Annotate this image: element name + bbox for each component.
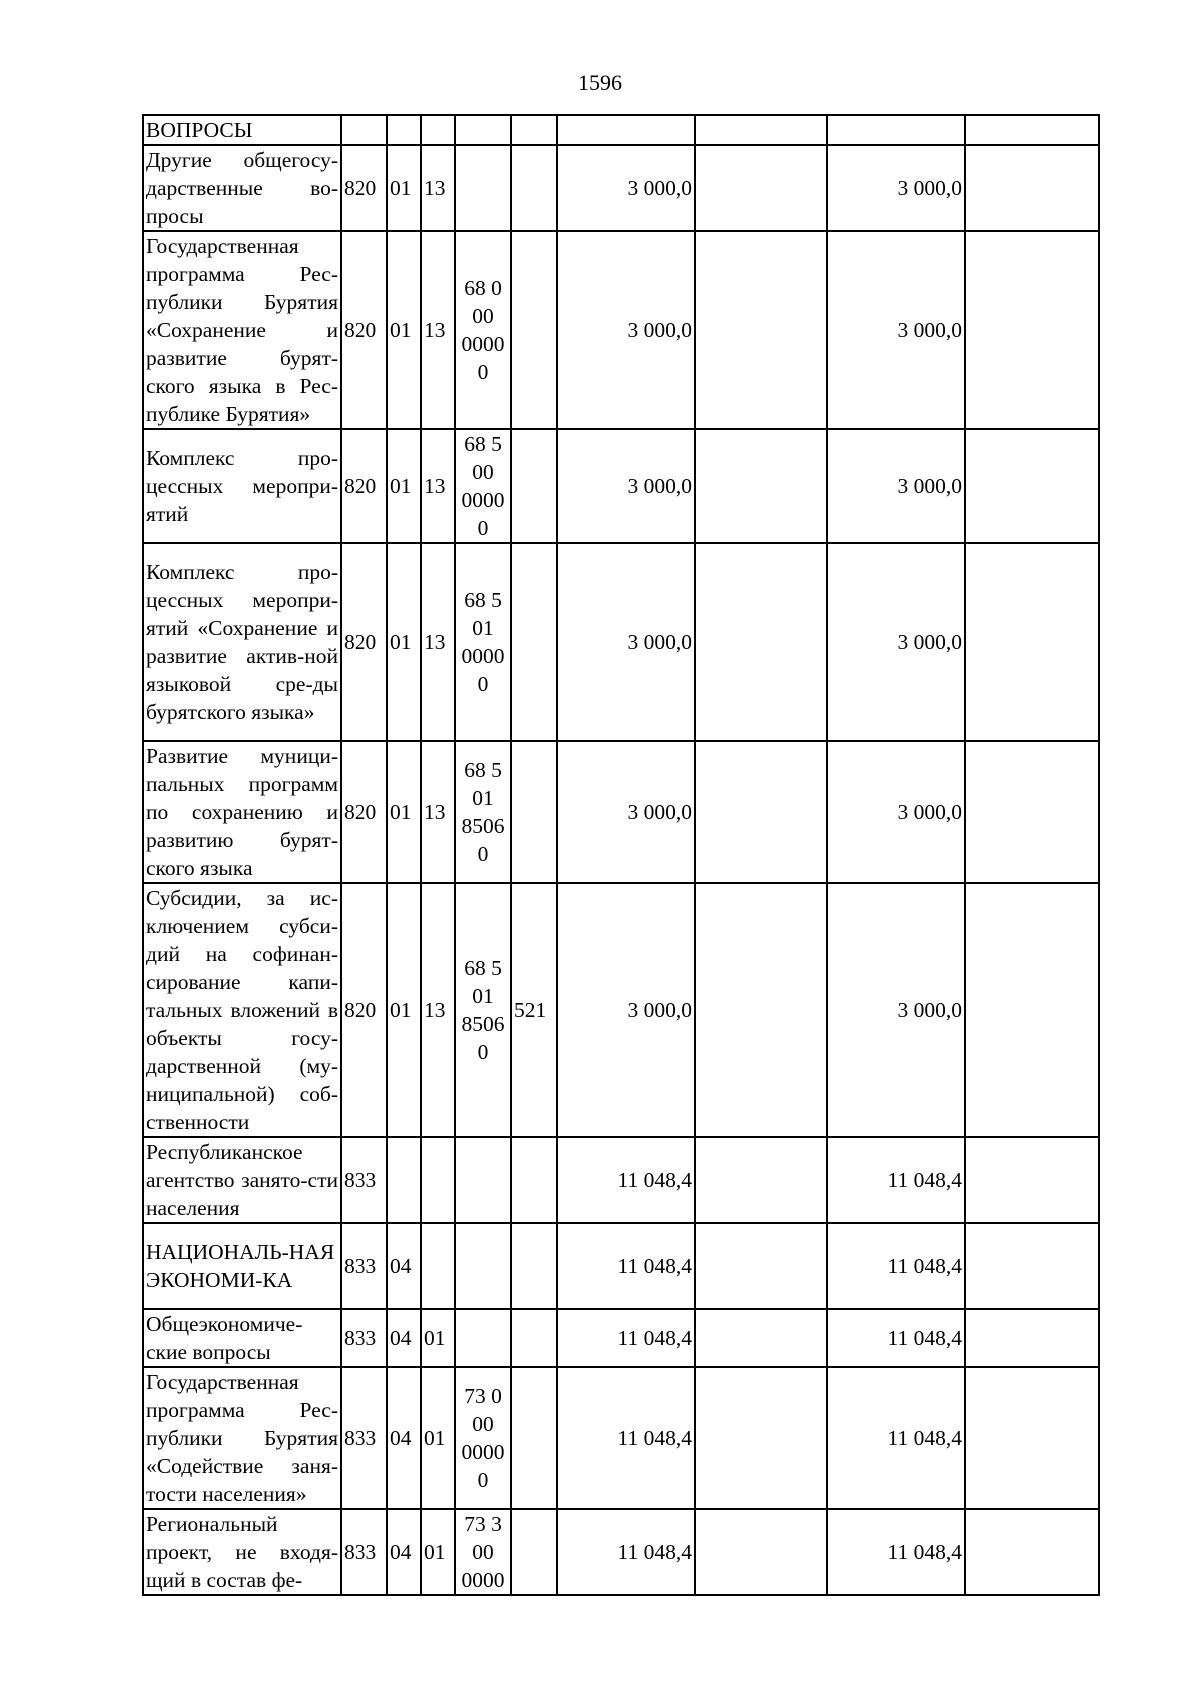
table-row xyxy=(143,429,1099,543)
extra-column-2 xyxy=(965,115,1099,145)
section-code: 01 xyxy=(387,429,421,543)
extra-column-2 xyxy=(965,883,1099,1137)
subsection-code xyxy=(421,1137,455,1223)
section-code: 01 xyxy=(387,145,421,231)
extra-column-1 xyxy=(695,1309,827,1367)
amount-year-1: 3 000,0 xyxy=(557,429,695,543)
extra-column-1 xyxy=(695,145,827,231)
subsection-code: 13 xyxy=(421,883,455,1137)
subsection-code: 13 xyxy=(421,145,455,231)
section-code xyxy=(387,115,421,145)
expense-type-code: 521 xyxy=(511,883,557,1137)
row-name: Субсидии, за ис-ключением субси-дий на софинан-сирование капи-тальных вложений в объекты госу-дарственной (му-ниципальной) соб-ственности xyxy=(143,883,341,1137)
grbs-code: 833 xyxy=(341,1137,387,1223)
grbs-code: 820 xyxy=(341,543,387,741)
table-row xyxy=(143,145,1099,231)
extra-column-2 xyxy=(965,1367,1099,1509)
row-name: Республиканское агентство занято-сти населения xyxy=(143,1137,341,1223)
subsection-code: 01 xyxy=(421,1509,455,1595)
row-name: Развитие муници-пальных программ по сохранению и развитию бурят-ского языка xyxy=(143,741,341,883)
target-article-code xyxy=(455,145,511,231)
amount-year-1: 11 048,4 xyxy=(557,1223,695,1309)
amount-year-2 xyxy=(827,115,965,145)
budget-table xyxy=(142,114,1100,1596)
expense-type-code xyxy=(511,231,557,429)
amount-year-2: 3 000,0 xyxy=(827,741,965,883)
section-code: 01 xyxy=(387,883,421,1137)
target-article-code xyxy=(455,1309,511,1367)
row-name: Другие общегосу-дарственные во-просы xyxy=(143,145,341,231)
amount-year-2: 11 048,4 xyxy=(827,1223,965,1309)
subsection-code: 13 xyxy=(421,429,455,543)
table-row xyxy=(143,741,1099,883)
extra-column-2 xyxy=(965,1223,1099,1309)
target-article-code: 73 0 00 0000 0 xyxy=(455,1367,511,1509)
table-row xyxy=(143,1509,1099,1595)
table-row xyxy=(143,1223,1099,1309)
grbs-code: 833 xyxy=(341,1509,387,1595)
extra-column-1 xyxy=(695,1137,827,1223)
amount-year-2: 11 048,4 xyxy=(827,1137,965,1223)
expense-type-code xyxy=(511,115,557,145)
section-code xyxy=(387,1137,421,1223)
extra-column-2 xyxy=(965,231,1099,429)
section-code: 04 xyxy=(387,1367,421,1509)
row-name: Государственная программа Рес-публики Бурятия «Содействие заня-тости населения» xyxy=(143,1367,341,1509)
amount-year-1: 3 000,0 xyxy=(557,145,695,231)
extra-column-1 xyxy=(695,1223,827,1309)
row-name: Общеэкономиче-ские вопросы xyxy=(143,1309,341,1367)
grbs-code: 833 xyxy=(341,1223,387,1309)
grbs-code xyxy=(341,115,387,145)
amount-year-1: 11 048,4 xyxy=(557,1309,695,1367)
expense-type-code xyxy=(511,543,557,741)
expense-type-code xyxy=(511,1367,557,1509)
subsection-code xyxy=(421,1223,455,1309)
section-code: 01 xyxy=(387,543,421,741)
row-name: Комплекс про-цессных меропри-ятий «Сохранение и развитие актив-ной языковой сре-ды бурятского языка» xyxy=(143,543,341,741)
subsection-code: 13 xyxy=(421,543,455,741)
target-article-code xyxy=(455,1137,511,1223)
extra-column-1 xyxy=(695,883,827,1137)
amount-year-1: 11 048,4 xyxy=(557,1509,695,1595)
extra-column-1 xyxy=(695,741,827,883)
section-code: 01 xyxy=(387,741,421,883)
table-row xyxy=(143,115,1099,145)
page-number: 1596 xyxy=(578,70,622,95)
grbs-code: 820 xyxy=(341,145,387,231)
grbs-code: 820 xyxy=(341,231,387,429)
table-row xyxy=(143,1309,1099,1367)
amount-year-1: 3 000,0 xyxy=(557,231,695,429)
expense-type-code xyxy=(511,1223,557,1309)
grbs-code: 820 xyxy=(341,883,387,1137)
extra-column-2 xyxy=(965,145,1099,231)
subsection-code: 01 xyxy=(421,1309,455,1367)
table-row xyxy=(143,543,1099,741)
expense-type-code xyxy=(511,1137,557,1223)
amount-year-1: 3 000,0 xyxy=(557,883,695,1137)
extra-column-2 xyxy=(965,741,1099,883)
target-article-code: 68 5 01 8506 0 xyxy=(455,883,511,1137)
table-row xyxy=(143,883,1099,1137)
target-article-code xyxy=(455,115,511,145)
grbs-code: 833 xyxy=(341,1367,387,1509)
row-name: Региональный проект, не входя-щий в состав фе- xyxy=(143,1509,341,1595)
amount-year-2: 3 000,0 xyxy=(827,231,965,429)
target-article-code: 68 5 00 0000 0 xyxy=(455,429,511,543)
section-code: 04 xyxy=(387,1509,421,1595)
subsection-code: 13 xyxy=(421,231,455,429)
amount-year-2: 11 048,4 xyxy=(827,1309,965,1367)
expense-type-code xyxy=(511,429,557,543)
subsection-code xyxy=(421,115,455,145)
extra-column-2 xyxy=(965,1137,1099,1223)
amount-year-1: 3 000,0 xyxy=(557,741,695,883)
extra-column-2 xyxy=(965,429,1099,543)
amount-year-1: 11 048,4 xyxy=(557,1137,695,1223)
target-article-code: 68 0 00 0000 0 xyxy=(455,231,511,429)
amount-year-1: 3 000,0 xyxy=(557,543,695,741)
extra-column-1 xyxy=(695,429,827,543)
extra-column-1 xyxy=(695,115,827,145)
table-row xyxy=(143,1137,1099,1223)
grbs-code: 820 xyxy=(341,429,387,543)
extra-column-2 xyxy=(965,543,1099,741)
target-article-code xyxy=(455,1223,511,1309)
target-article-code: 73 3 00 0000 xyxy=(455,1509,511,1595)
amount-year-2: 3 000,0 xyxy=(827,145,965,231)
amount-year-2: 11 048,4 xyxy=(827,1509,965,1595)
row-name: Государственная программа Рес-публики Бурятия «Сохранение и развитие бурят-ского языка в Рес-публике Бурятия» xyxy=(143,231,341,429)
grbs-code: 833 xyxy=(341,1309,387,1367)
extra-column-2 xyxy=(965,1509,1099,1595)
expense-type-code xyxy=(511,741,557,883)
amount-year-2: 3 000,0 xyxy=(827,543,965,741)
target-article-code: 68 5 01 8506 0 xyxy=(455,741,511,883)
amount-year-1 xyxy=(557,115,695,145)
amount-year-2: 11 048,4 xyxy=(827,1367,965,1509)
expense-type-code xyxy=(511,1309,557,1367)
extra-column-1 xyxy=(695,543,827,741)
extra-column-1 xyxy=(695,1509,827,1595)
row-name: ВОПРОСЫ xyxy=(143,115,341,145)
amount-year-1: 11 048,4 xyxy=(557,1367,695,1509)
table-row xyxy=(143,231,1099,429)
table-row xyxy=(143,1367,1099,1509)
row-name: НАЦИОНАЛЬ-НАЯ ЭКОНОМИ-КА xyxy=(143,1223,341,1309)
row-name: Комплекс про-цессных меропри-ятий xyxy=(143,429,341,543)
section-code: 04 xyxy=(387,1223,421,1309)
table-body xyxy=(143,115,1099,1595)
target-article-code: 68 5 01 0000 0 xyxy=(455,543,511,741)
extra-column-2 xyxy=(965,1309,1099,1367)
expense-type-code xyxy=(511,145,557,231)
grbs-code: 820 xyxy=(341,741,387,883)
subsection-code: 01 xyxy=(421,1367,455,1509)
amount-year-2: 3 000,0 xyxy=(827,429,965,543)
subsection-code: 13 xyxy=(421,741,455,883)
extra-column-1 xyxy=(695,1367,827,1509)
section-code: 04 xyxy=(387,1309,421,1367)
expense-type-code xyxy=(511,1509,557,1595)
extra-column-1 xyxy=(695,231,827,429)
amount-year-2: 3 000,0 xyxy=(827,883,965,1137)
section-code: 01 xyxy=(387,231,421,429)
